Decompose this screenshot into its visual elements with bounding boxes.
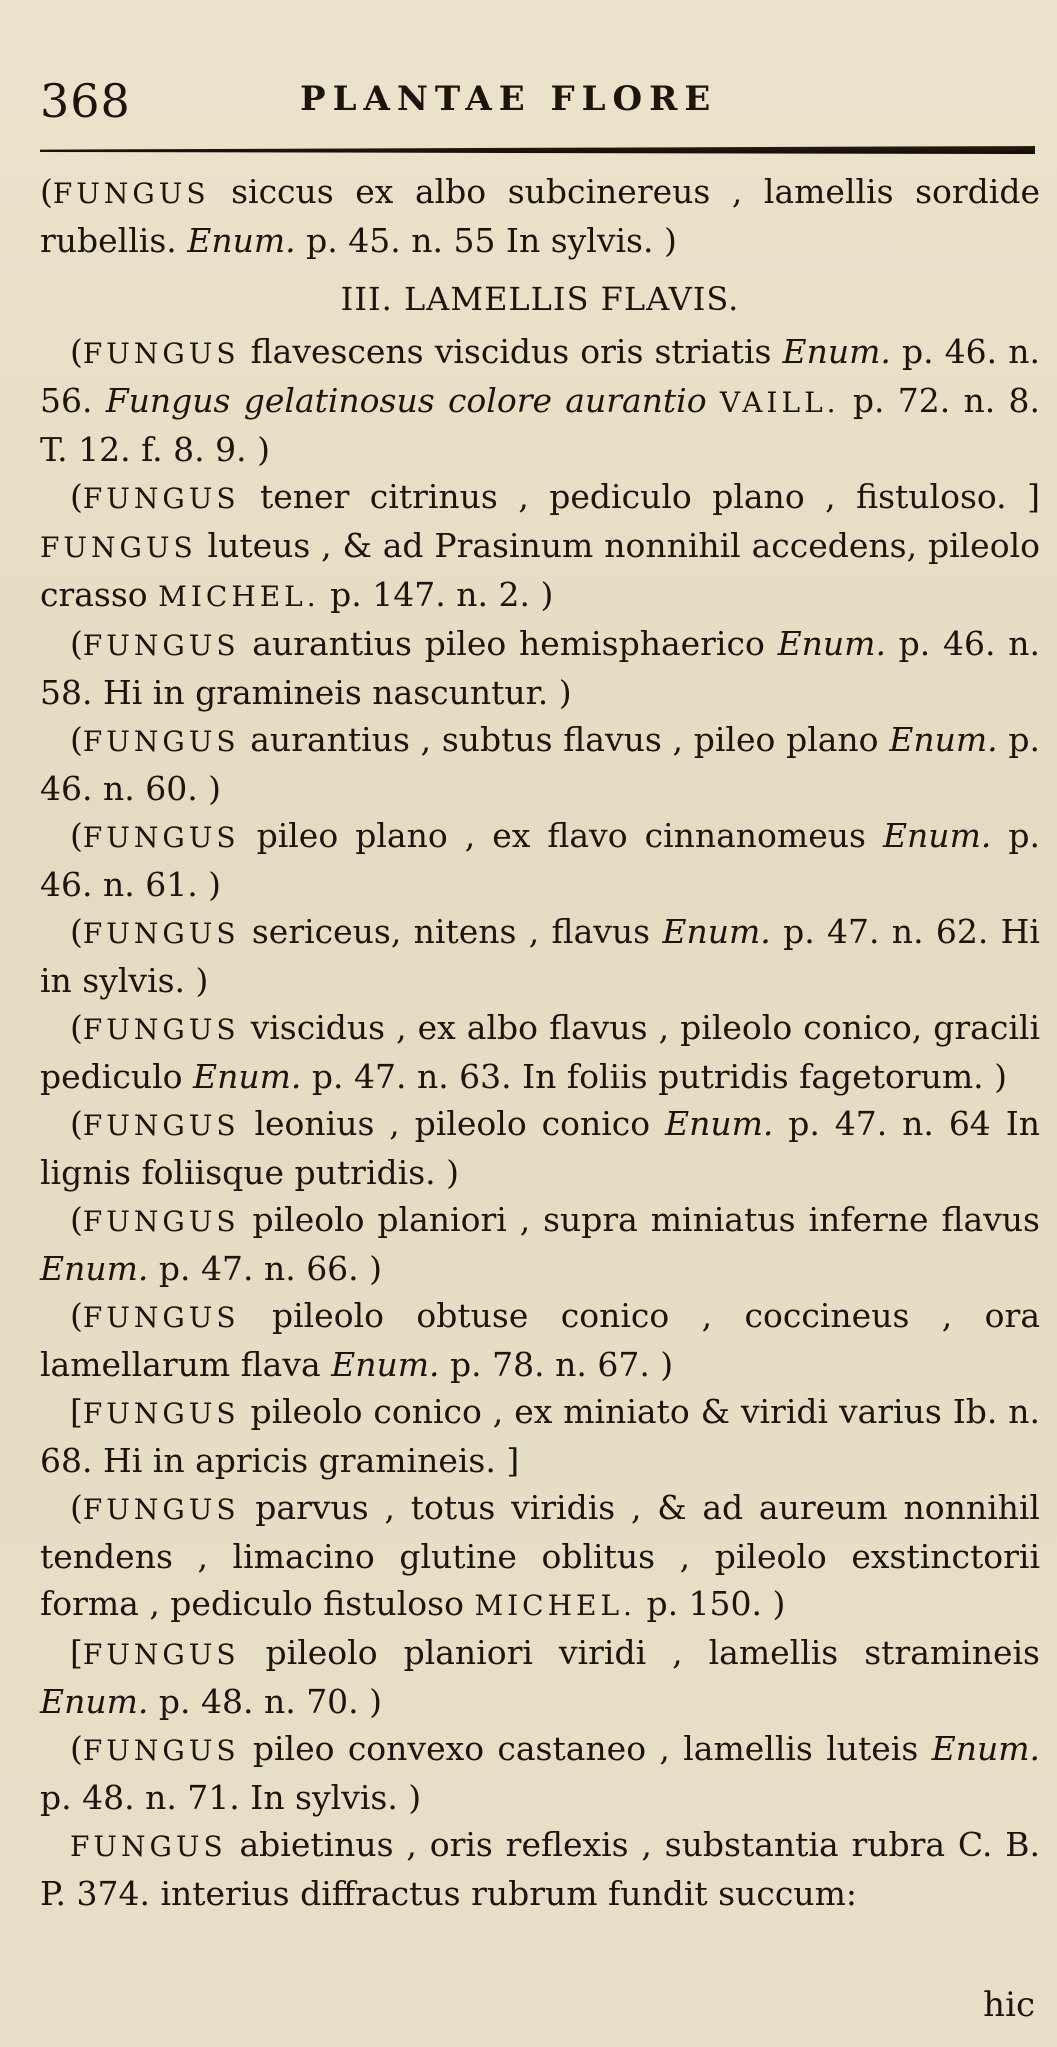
text-run: p. 45. n. 55 In sylvis. ) [295,221,677,260]
text-run: tener citrinus , pediculo plano , fistuloso. ] [239,477,1040,516]
text-run: ( [70,1008,83,1047]
text-run: p. 47. n. 63. In foliis putridis fagetorum. ) [301,1057,1008,1096]
small-caps-term: FUNGUS [82,1493,240,1526]
text-run: pileolo obtuse conico , coccineus , ora lamellarum flava [40,1296,1040,1384]
small-caps-term: FUNGUS [82,821,240,854]
paragraph [40,1484,1040,1629]
text-run: p. 46. n. 60. ) [40,720,1041,808]
text-run: p. 47. n. 66. ) [148,1249,383,1288]
text-run: p. 46. n. 61. ) [40,816,1040,904]
italic-citation: Enum. [889,720,998,759]
section-heading: III. LAMELLIS FLAVIS. [340,280,740,318]
text-run: flavescens viscidus oris striatis [239,332,783,371]
text-run: [ [70,1392,83,1431]
text-run: p. 72. n. 8. T. 12. f. 8. 9. ) [40,381,1040,469]
text-run: pileolo planiori , supra miniatus inferne flavus [239,1200,1040,1239]
small-caps-term: FUNGUS [82,1397,240,1430]
italic-citation: Enum. [187,221,296,260]
catchword: hic [983,1985,1035,2025]
page-body [40,168,1040,1917]
small-caps-term: FUNGUS [82,1638,240,1671]
italic-citation: Enum. [662,912,771,951]
page-number: 368 [40,74,131,128]
small-caps-term: FUNGUS [82,337,240,370]
text-run: aurantius , subtus flavus , pileo plano [239,720,890,759]
text-run: p. 78. n. 67. ) [439,1345,674,1384]
small-caps-term: FUNGUS [40,531,197,564]
paragraph [40,908,1040,1004]
text-run: p. 150. ) [635,1584,786,1623]
italic-citation: Enum. [882,816,992,855]
text-run: siccus ex albo subcinereus , lamellis sordide rubellis. [40,172,1040,260]
paragraph [40,620,1040,716]
text-run: ( [70,477,83,516]
text-run: ( [70,1729,83,1768]
text-run: ( [70,912,83,951]
small-caps-term: FUNGUS [82,1301,240,1334]
text-run: ( [70,816,83,855]
text-run: sericeus, nitens , flavus [239,912,663,951]
small-caps-term: FUNGUS [52,177,210,210]
text-run: p. 47. n. 64 In lignis foliisque putridis. ) [40,1104,1040,1192]
paragraph [40,812,1040,908]
small-caps-term: MICHEL. [474,1589,636,1622]
italic-citation: Enum. [782,332,891,371]
text-run: ( [70,720,83,759]
text-run: pileo convexo castaneo , lamellis luteis [239,1729,932,1768]
header-rule [40,146,1035,154]
text-run: pileolo planiori viridi , lamellis stramineis [239,1633,1040,1672]
text-run: ( [70,332,83,371]
text-run: p. 48. n. 71. In sylvis. ) [40,1778,422,1817]
text-run: p. 47. n. 62. Hi in sylvis. ) [40,912,1040,1000]
italic-citation: Enum. [192,1057,302,1096]
small-caps-term: FUNGUS [70,1830,227,1863]
paragraph [40,1821,1040,1917]
text-run: ( [40,172,53,211]
page-header [0,0,1057,160]
italic-citation: Enum. [931,1729,1040,1768]
text-run: parvus , totus viridis , & ad aureum nonnihil tendens , limacino glutine oblitus , pileolo exstinctorii forma , pediculo fistuloso [40,1488,1040,1623]
text-run: ( [70,1488,83,1527]
small-caps-term: MICHEL. [158,580,320,613]
text-run: ( [70,624,83,663]
paragraph [40,1100,1040,1196]
paragraph [40,1292,1040,1388]
italic-citation: Enum. [665,1104,774,1143]
small-caps-term: FUNGUS [82,725,240,758]
italic-citation: Enum. [40,1682,149,1721]
paragraph [40,1004,1040,1100]
text-run: ( [70,1104,83,1143]
paragraph [40,328,1040,473]
small-caps-term: FUNGUS [82,482,240,515]
small-caps-term: FUNGUS [82,1734,240,1767]
small-caps-term: FUNGUS [82,1205,240,1238]
italic-citation: Enum. [777,624,886,663]
text-run: luteus , & ad Prasinum nonnihil accedens, pileolo crasso [40,526,1040,614]
paragraph [40,1725,1040,1821]
text-run: ( [70,1200,83,1239]
small-caps-term: FUNGUS [82,917,240,950]
text-run: leonius , pileolo conico [239,1104,666,1143]
italic-citation: Enum. [331,1345,440,1384]
text-run: aurantius pileo hemisphaerico [239,624,778,663]
text-run: [ [70,1633,83,1672]
text-run: abietinus , oris reflexis , substantia rubra C. B. P. 374. interius diffractus rubrum fundit succum: [40,1825,1040,1913]
text-run [707,381,720,420]
small-caps-term: FUNGUS [82,629,240,662]
text-run: pileo plano , ex flavo cinnanomeus [239,816,883,855]
paragraph [40,1388,1040,1484]
text-run: p. 48. n. 70. ) [148,1682,383,1721]
text-run: viscidus , ex albo flavus , pileolo conico, gracili pediculo [40,1008,1040,1096]
small-caps-term: FUNGUS [82,1109,240,1142]
paragraph [40,473,1040,620]
paragraph [40,1196,1040,1292]
text-run: pileolo conico , ex miniato & viridi varius Ib. n. 68. Hi in apricis gramineis. ] [40,1392,1040,1480]
text-run: p. 46. n. 56. [40,332,1040,420]
small-caps-term: FUNGUS [82,1013,240,1046]
small-caps-term: VAILL. [719,386,840,419]
running-head: PLANTAE FLORE [300,79,718,119]
paragraph [40,168,1040,264]
italic-citation: Enum. [40,1249,149,1288]
text-run: p. 147. n. 2. ) [319,575,554,614]
text-run: p. 46. n. 58. Hi in gramineis nascuntur. ) [40,624,1040,712]
text-run: ( [70,1296,83,1335]
paragraph [40,716,1040,812]
italic-citation: Fungus gelatinosus colore aurantio [105,381,707,420]
paragraph [40,1629,1040,1725]
